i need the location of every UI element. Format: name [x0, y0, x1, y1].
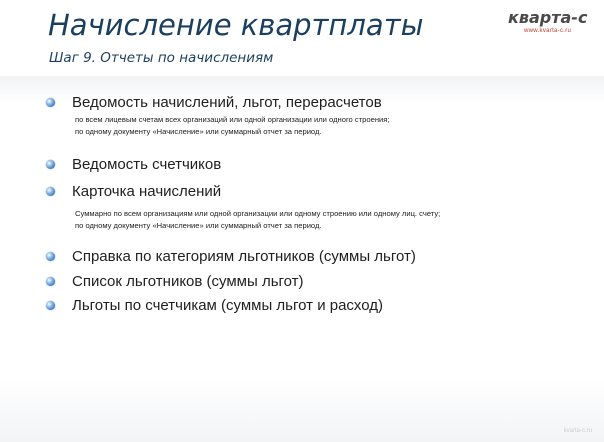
page-title: Начисление квартплаты: [48, 8, 424, 42]
bullet-icon: [46, 277, 55, 286]
list-item-label: Справка по категориям льготников (суммы льгот): [72, 248, 416, 265]
item-note: [75, 114, 389, 138]
bullet-icon: [46, 301, 55, 310]
note-line: по всем лицевым счетам всех организаций или одной организации или одного строения;: [75, 115, 390, 124]
note-line: по одному документу «Начисление» или суммарный отчет за период.: [75, 221, 322, 230]
footer-text: kvarta-c.ru: [563, 428, 592, 434]
item-note: [75, 208, 440, 232]
logo-url: www.kvarta-c.ru: [524, 28, 572, 34]
bullet-icon: [46, 187, 55, 196]
company-logo: [508, 8, 596, 38]
bullet-icon: [46, 160, 55, 169]
list-item-label: Льготы по счетчикам (суммы льгот и расход): [72, 297, 384, 314]
page-subtitle: Шаг 9. Отчеты по начислениям: [49, 50, 274, 66]
list-item-label: Ведомость начислений, льгот, перерасчетов: [72, 94, 382, 111]
list-item-label: Список льготников (суммы льгот): [72, 273, 304, 290]
note-line: Суммарно по всем организациям или одной организации или одному строению или одному лиц. счету;: [75, 209, 441, 218]
logo-wordmark: кварта-с: [508, 8, 588, 27]
bullet-icon: [46, 98, 55, 107]
list-item-label: Карточка начислений: [72, 183, 222, 200]
list-item-label: Ведомость счетчиков: [72, 156, 222, 173]
note-line: по одному документу «Начисление» или суммарный отчет за период.: [75, 127, 322, 136]
bullet-icon: [46, 252, 55, 261]
